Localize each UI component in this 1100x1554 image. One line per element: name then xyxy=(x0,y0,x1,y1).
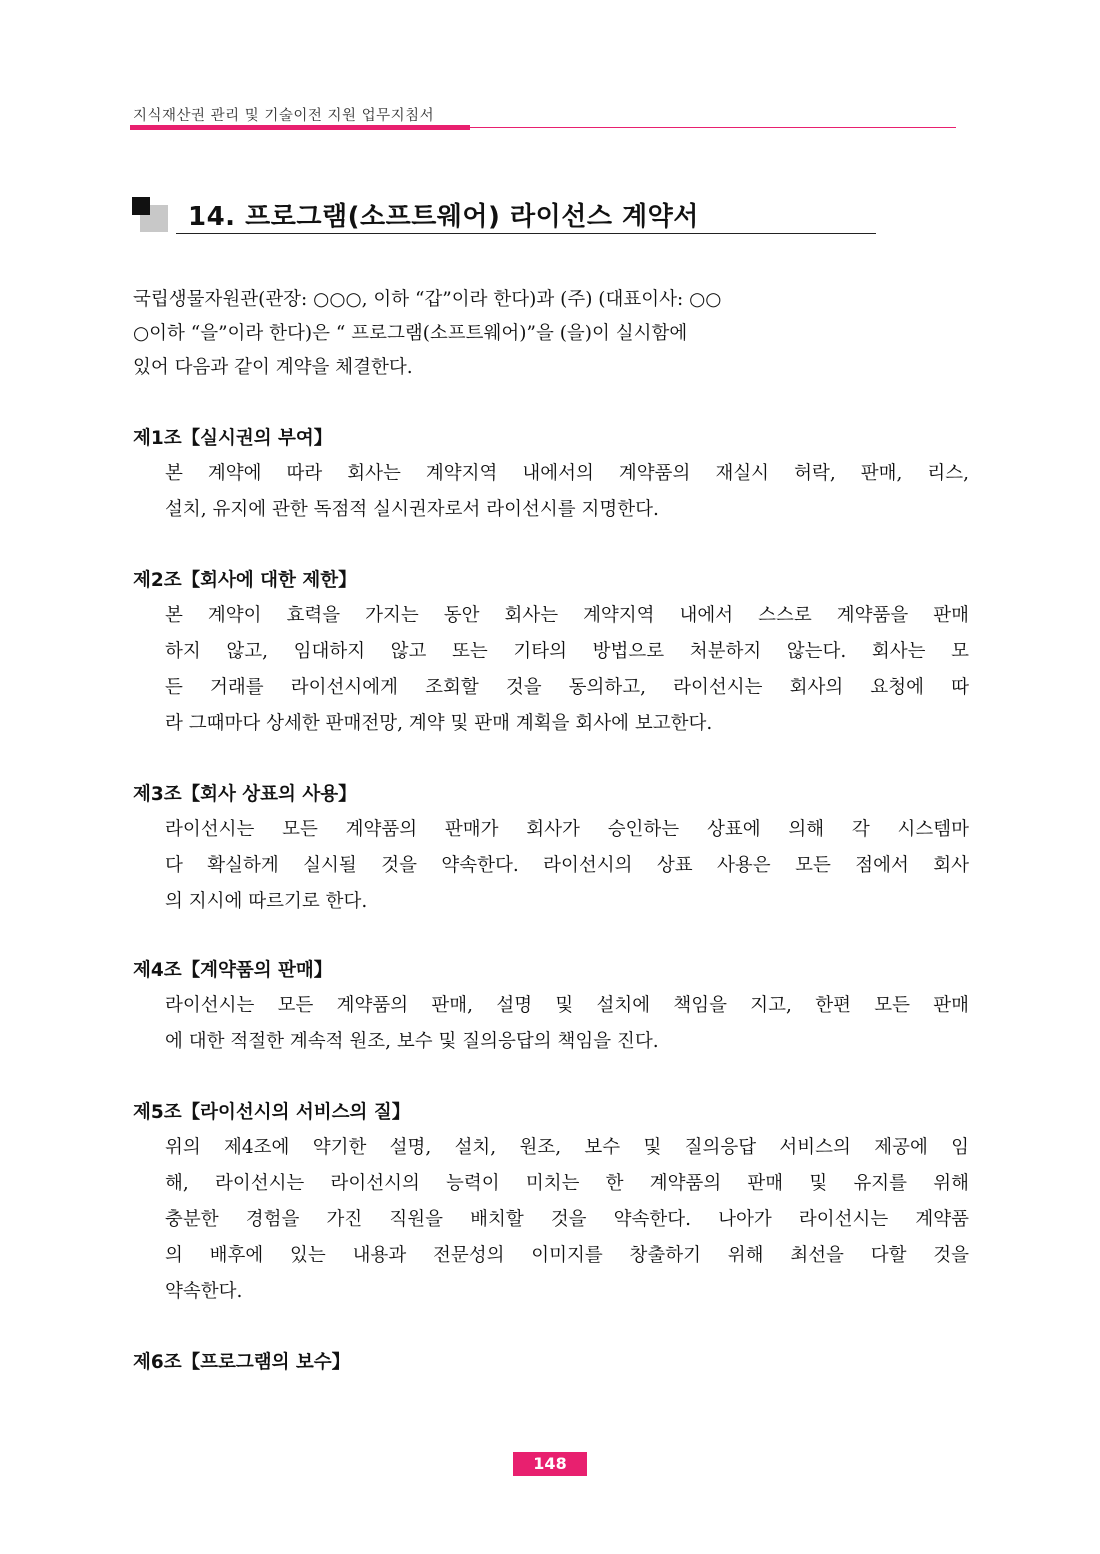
article-body xyxy=(165,456,969,528)
article-line: 본 계약이 효력을 가지는 동안 회사는 계약지역 내에서 스스로 계약품을 판매 xyxy=(165,605,969,626)
article-heading: 제3조【회사 상표의 사용】 xyxy=(133,784,357,805)
article-line: 에 대한 적절한 계속적 원조, 보수 및 질의응답의 책임을 진다. xyxy=(165,1031,659,1052)
article-line: 약속한다. xyxy=(165,1281,243,1302)
intro-paragraph xyxy=(133,283,969,385)
article-line: 의 지시에 따르기로 한다. xyxy=(165,891,368,912)
article-4 xyxy=(133,956,969,1060)
article-body xyxy=(165,812,969,920)
article-line: 라 그때마다 상세한 판매전망, 계약 및 판매 계획을 회사에 보고한다. xyxy=(165,713,713,734)
title-underline xyxy=(176,233,876,234)
article-line: 해, 라이선시는 라이선시의 능력이 미치는 한 계약품의 판매 및 유지를 위해 xyxy=(165,1173,969,1194)
article-heading: 제5조【라이선시의 서비스의 질】 xyxy=(133,1102,411,1123)
article-2 xyxy=(133,566,969,742)
intro-line: 국립생물자원관(관장: ○○○, 이하 “갑”이라 한다)과 (주) (대표이사: ○○ xyxy=(133,289,722,310)
article-line: 위의 제4조에 약기한 설명, 설치, 원조, 보수 및 질의응답 서비스의 제공에 임 xyxy=(165,1137,969,1158)
article-1 xyxy=(133,424,969,528)
intro-line: 있어 다음과 같이 계약을 체결한다. xyxy=(133,357,413,378)
article-heading: 제1조【실시권의 부여】 xyxy=(133,428,333,449)
header-title: 지식재산권 관리 및 기술이전 지원 업무지침서 xyxy=(133,108,435,124)
article-heading: 제6조【프로그램의 보수】 xyxy=(133,1352,351,1373)
article-body xyxy=(165,1130,969,1310)
intro-line: ○이하 “을”이라 한다)은 “ 프로그램(소프트웨어)”을 (을)이 실시함에 xyxy=(133,323,688,344)
article-body xyxy=(165,988,969,1060)
article-5 xyxy=(133,1098,969,1310)
article-line: 라이선시는 모든 계약품의 판매, 설명 및 설치에 책임을 지고, 한편 모든 판매 xyxy=(165,995,969,1016)
article-line: 하지 않고, 임대하지 않고 또는 기타의 방법으로 처분하지 않는다. 회사는 모 xyxy=(165,641,969,662)
header-rule-accent xyxy=(130,125,470,130)
page-number: 148 xyxy=(513,1452,587,1476)
article-line: 본 계약에 따라 회사는 계약지역 내에서의 계약품의 재실시 허락, 판매, 리스, xyxy=(165,463,969,484)
article-line: 의 배후에 있는 내용과 전문성의 이미지를 창출하기 위해 최선을 다할 것을 xyxy=(165,1245,969,1266)
article-heading: 제2조【회사에 대한 제한】 xyxy=(133,570,357,591)
article-heading: 제4조【계약품의 판매】 xyxy=(133,960,333,981)
article-6 xyxy=(133,1348,969,1380)
article-line: 다 확실하게 실시될 것을 약속한다. 라이선시의 상표 사용은 모든 점에서 회사 xyxy=(165,855,969,876)
article-line: 든 거래를 라이선시에게 조회할 것을 동의하고, 라이선시는 회사의 요청에 따 xyxy=(165,677,969,698)
article-line: 충분한 경험을 가진 직원을 배치할 것을 약속한다. 나아가 라이선시는 계약품 xyxy=(165,1209,969,1230)
article-line: 라이선시는 모든 계약품의 판매가 회사가 승인하는 상표에 의해 각 시스템마 xyxy=(165,819,969,840)
section-title: 14. 프로그램(소프트웨어) 라이선스 계약서 xyxy=(188,202,699,232)
article-3 xyxy=(133,780,969,920)
article-line: 설치, 유지에 관한 독점적 실시권자로서 라이선시를 지명한다. xyxy=(165,499,659,520)
article-body xyxy=(165,598,969,742)
title-marker-icon xyxy=(132,197,172,233)
